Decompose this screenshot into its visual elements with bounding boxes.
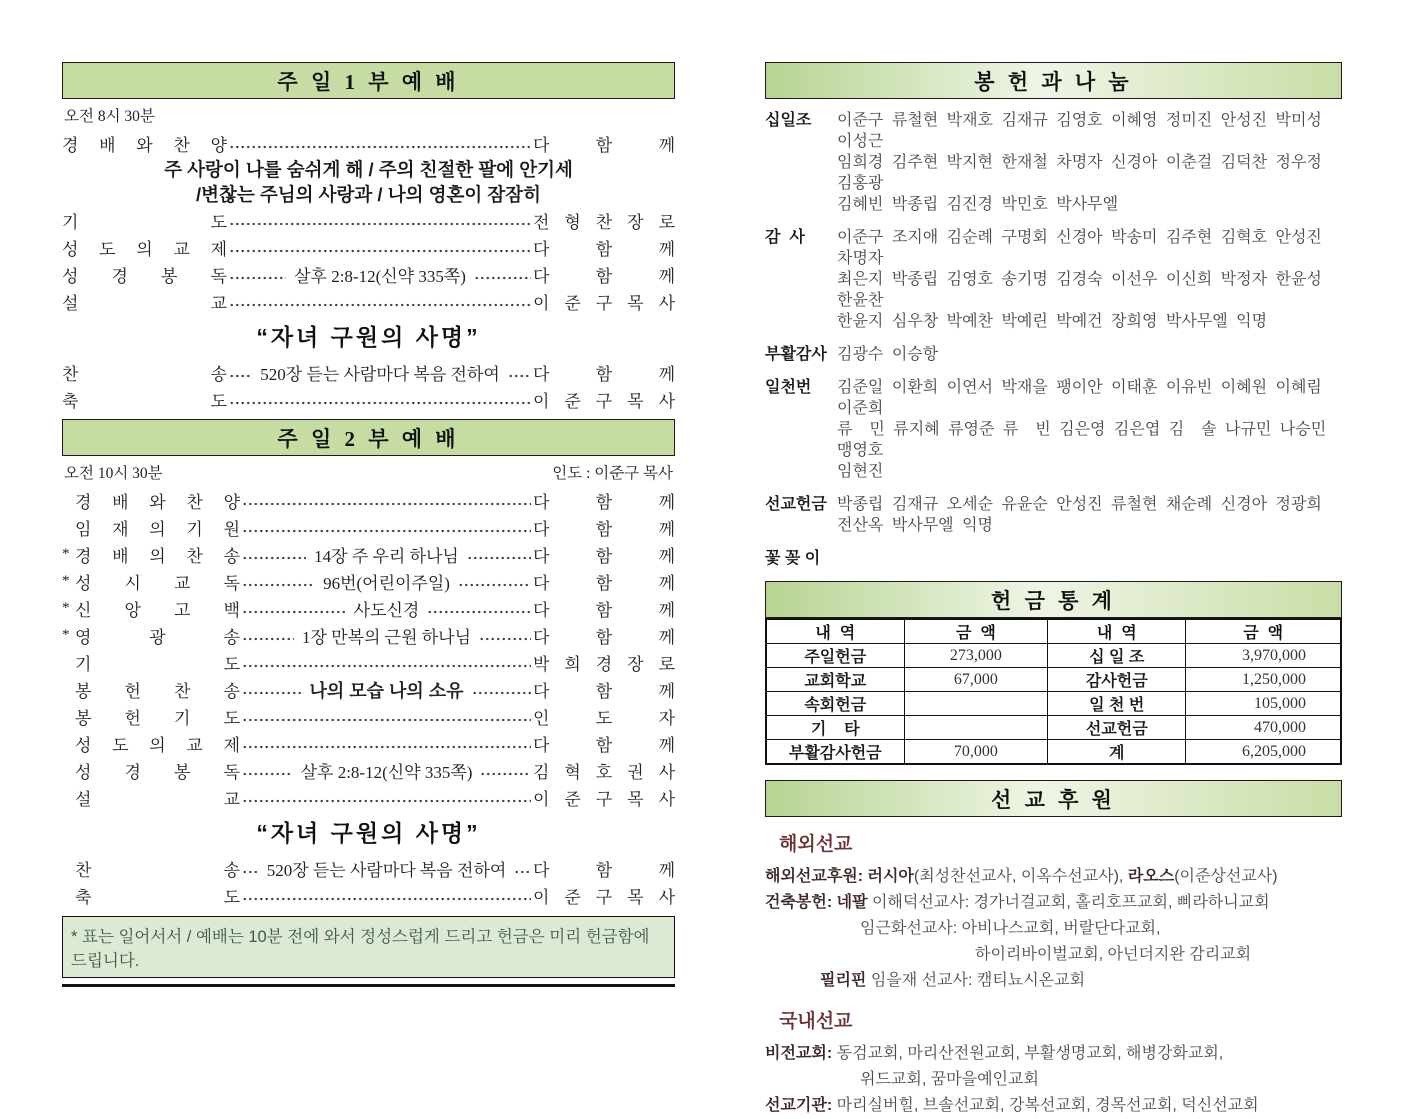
- offering-group-label: 감 사: [765, 229, 805, 246]
- offering-group-label: 십일조: [765, 112, 812, 129]
- mission-line: [765, 1093, 1342, 1119]
- stats-amount-cell: 67,000: [904, 668, 1048, 692]
- stats-row: [766, 716, 1341, 740]
- dotted-leader: [508, 373, 531, 379]
- worship-row: [62, 568, 675, 595]
- offering-group: [765, 548, 1342, 569]
- worship-item-person: 다 함 께: [533, 601, 676, 620]
- worship-row: [62, 757, 675, 784]
- worship-row: [62, 207, 675, 234]
- worship-item-label: 임 재 의 기 원: [75, 520, 240, 539]
- worship-footer-note: * 표는 일어서서 / 예배는 10분 전에 와서 정성스럽게 드리고 헌금은 미리 헌금함에 드립니다.: [62, 916, 675, 978]
- stats-title: 헌 금 통 계: [991, 588, 1116, 613]
- dotted-leader: [242, 582, 315, 588]
- offering-group: [765, 377, 1342, 482]
- worship-item-label: 성 시 교 독: [75, 574, 240, 593]
- worship-item-person: 박 희 경 장 로: [533, 655, 675, 674]
- offering-names-line: 임현진: [837, 463, 884, 480]
- worship-item-label: 축 도: [75, 888, 240, 907]
- worship-row: [62, 487, 675, 514]
- worship-item-person: 다 함 께: [533, 574, 676, 593]
- offering-group-label: 부활감사: [765, 346, 827, 363]
- mission-line-text: 동검교회, 마리산전원교회, 부활생명교회, 해병강화교회,: [836, 1045, 1224, 1062]
- mission-title-banner: [765, 780, 1342, 817]
- mission-line-text: 마리실버힐, 브솔선교회, 강복선교회, 경목선교회, 덕신선교회: [836, 1097, 1259, 1114]
- stats-amount-cell: 105,000: [1186, 692, 1341, 716]
- mission-line-label: 네팔: [836, 894, 868, 911]
- stats-label-cell: 교회학교: [766, 668, 904, 692]
- stats-row: [766, 668, 1341, 692]
- offering-names-line: 박종립 김재규 오세순 유윤순 안성진 류철현 채순례 신경아 정광희: [837, 496, 1322, 513]
- offering-group-label: 선교헌금: [765, 496, 827, 513]
- worship-row: [62, 882, 675, 909]
- stats-label-cell: 십 일 조: [1048, 644, 1186, 668]
- stats-label-cell: 일 천 번: [1048, 692, 1186, 716]
- worship-item-person: 다 함 께: [533, 267, 676, 286]
- mission-line-text: 임을재 선교사: 캠티뇨시온교회: [866, 972, 1086, 989]
- worship-item-label: 경 배 와 찬 양: [62, 136, 227, 155]
- service1-order-of-worship: [62, 130, 675, 413]
- dotted-leader: [229, 400, 531, 406]
- worship-item-detail: 1장 만복의 근원 하나님: [301, 628, 472, 647]
- mission-support: [765, 780, 1342, 1119]
- worship-row: [62, 541, 675, 568]
- offering-group-label: 일천번: [765, 379, 812, 396]
- dotted-leader: [514, 869, 531, 875]
- worship-item-detail: 나의 모습 나의 소유: [309, 680, 464, 701]
- mission-title: 선 교 후 원: [991, 787, 1116, 812]
- worship-item-person: 다 함 께: [533, 240, 675, 259]
- sermon-title: “자녀 구원의 사명”: [256, 820, 481, 846]
- worship-item-label: 영 광 송: [75, 628, 240, 647]
- dotted-leader: [242, 744, 531, 750]
- worship-item-person: 이 준 구 목 사: [533, 790, 675, 809]
- worship-item-label: 성 경 봉 독: [62, 267, 227, 286]
- worship-item-person: 다 함 께: [533, 628, 675, 647]
- offering-title-banner: [765, 62, 1342, 99]
- offering-group: [765, 110, 1342, 215]
- service1-title-banner: [62, 62, 675, 99]
- service2-time: 오전 10시 30분: [64, 465, 163, 482]
- offering-names-line: 김혜빈 박종립 김진경 박민호 박사무엘: [837, 196, 1119, 213]
- dotted-leader: [242, 771, 293, 777]
- stats-label-cell: 감사헌금: [1048, 668, 1186, 692]
- stats-row: [766, 644, 1341, 668]
- worship-item-person: 이 준 구 목 사: [533, 888, 675, 907]
- worship-item-label: 성 도 의 교 제: [75, 736, 240, 755]
- asterisk-marker: *: [62, 627, 70, 643]
- worship-item-label: 성 도 의 교 제: [62, 240, 227, 259]
- worship-item-person: 이 준 구 목 사: [533, 294, 675, 313]
- worship-item-person: 다 함 께: [533, 736, 675, 755]
- mission-line-text: 하이리바이벌교회, 아넌더지완 감리교회: [975, 946, 1252, 963]
- worship-item-detail: 96번(어린이주일): [323, 574, 450, 593]
- worship-item-person: 인 도 자: [533, 709, 675, 728]
- worship-item-label: 경 배 와 찬 양: [75, 493, 240, 512]
- dotted-leader: [242, 717, 531, 723]
- dotted-leader: [458, 582, 531, 588]
- dotted-leader: [242, 609, 346, 615]
- worship-item-detail: 사도신경: [353, 601, 420, 620]
- worship-row: [62, 288, 675, 315]
- offering-names-line: 김준일 이환희 이연서 박재을 팽이안 이태훈 이유빈 이혜원 이혜림 이준희: [837, 379, 1331, 417]
- worship-row: [62, 130, 675, 157]
- offering-stats-table: [765, 618, 1342, 765]
- worship-item-person: 다 함 께: [533, 861, 676, 880]
- stats-header-cell: 금 액: [1186, 619, 1341, 644]
- worship-item-label: 찬 송: [62, 365, 227, 384]
- worship-row: [62, 703, 675, 730]
- worship-item-label: 봉 헌 찬 송: [75, 682, 240, 701]
- dotted-leader: [474, 275, 531, 281]
- mission-line-label: 해외선교후원:: [765, 868, 868, 885]
- stats-label-cell: 선교헌금: [1048, 716, 1186, 740]
- dotted-leader: [229, 275, 286, 281]
- stats-amount-cell: 70,000: [904, 740, 1048, 765]
- worship-item-detail: 살후 2:8-12(신약 335쪽): [300, 763, 473, 782]
- mission-line-text: (최성찬선교사, 이옥수선교사),: [913, 868, 1128, 885]
- dotted-leader: [242, 663, 531, 669]
- stats-title-banner: [765, 581, 1342, 618]
- service2-order-of-worship: [62, 487, 675, 909]
- dotted-leader: [472, 690, 531, 696]
- offering-title: 봉 헌 과 나 눔: [974, 69, 1133, 94]
- worship-item-person: 다 함 께: [533, 520, 675, 539]
- mission-line: [765, 916, 1342, 942]
- worship-item-label: 설 교: [62, 294, 227, 313]
- offering-group-names: [837, 548, 1342, 569]
- offering-group-names: [837, 227, 1342, 332]
- service2-time-row: [64, 461, 673, 483]
- service2-title: 주 일 2 부 예 배: [277, 426, 460, 451]
- stats-header-cell: 금 액: [904, 619, 1048, 644]
- worship-row: [62, 855, 675, 882]
- dotted-leader: [229, 144, 531, 150]
- worship-item-label: 기 도: [75, 655, 240, 674]
- stats-header-cell: 내 역: [1048, 619, 1186, 644]
- dotted-leader: [242, 636, 294, 642]
- mission-line-label: 라오스: [1127, 868, 1175, 885]
- offering-group-label: 꽃 꽂 이: [765, 550, 821, 567]
- worship-row: [62, 386, 675, 413]
- mission-line: [765, 1067, 1342, 1093]
- mission-line: [765, 890, 1342, 916]
- dotted-leader: [479, 636, 531, 642]
- mission-line-text: 위드교회, 꿈마을예인교회: [860, 1071, 1039, 1088]
- offering-group: [765, 494, 1342, 536]
- offering-names-line: 김광수 이승항: [837, 346, 939, 363]
- service1-time: 오전 8시 30분: [64, 108, 155, 125]
- stats-amount-cell: 273,000: [904, 644, 1048, 668]
- offering-stats: [765, 581, 1342, 765]
- mission-line-text: 이해덕선교사: 경가너걸교회, 홀리호프교회, 삐라하니교회: [867, 894, 1270, 911]
- worship-item-label: 봉 헌 기 도: [75, 709, 240, 728]
- dotted-leader: [229, 373, 252, 379]
- worship-row: [62, 622, 675, 649]
- stats-label-cell: 계: [1048, 740, 1186, 765]
- worship-row: [62, 676, 675, 703]
- offering-group-names: [837, 344, 1342, 365]
- asterisk-marker: *: [62, 600, 70, 616]
- dotted-leader: [242, 896, 531, 902]
- stats-label-cell: 주일헌금: [766, 644, 904, 668]
- mission-line-label: 필리핀: [820, 972, 867, 989]
- worship-item-detail: 520장 듣는 사람마다 복음 전하여: [260, 365, 500, 384]
- offering-names-line: 류 민 류지혜 류영준 류 빈 김은영 김은엽 김 솔 나규민 나승민 맹영호: [837, 421, 1335, 459]
- worship-row: [62, 359, 675, 386]
- offering-names-line: 한윤지 심우창 박예찬 박예린 박예건 장희영 박사무엘 익명: [837, 313, 1268, 330]
- worship-row: [62, 784, 675, 811]
- offering-names-line: 이준구 류철현 박재호 김재규 김영호 이혜영 정미진 안성진 박미성 이성근: [837, 112, 1331, 150]
- service2-leader: 인도 : 이준구 목사: [552, 465, 673, 482]
- mission-line-label: 러시아: [867, 868, 914, 885]
- worship-item-person: 전 형 찬 장 로: [533, 213, 675, 232]
- stats-label-cell: 기 타: [766, 716, 904, 740]
- worship-item-label: 축 도: [62, 392, 227, 411]
- stats-header-row: [766, 619, 1341, 644]
- worship-item-label: 경 배 의 찬 송: [75, 547, 240, 566]
- worship-item-label: 성 경 봉 독: [75, 763, 240, 782]
- worship-item-person: 다 함 께: [533, 493, 675, 512]
- offering-group: [765, 344, 1342, 365]
- offering-group-names: [837, 494, 1342, 536]
- offering-names-line: 최은지 박종립 김영호 송기명 김경숙 이선우 이신희 박정자 한윤성 한윤찬: [837, 271, 1331, 309]
- worship-row: [62, 649, 675, 676]
- worship-item-label: 신 앙 고 백: [75, 601, 240, 620]
- worship-item-person: 이 준 구 목 사: [533, 392, 675, 411]
- offering-names-line: 이준구 조지애 김순례 구명회 신경아 박송미 김주현 김혁호 안성진 차명자: [837, 229, 1331, 267]
- service1-title: 주 일 1 부 예 배: [277, 69, 460, 94]
- dotted-leader: [242, 798, 531, 804]
- worship-item-person: 다 함 께: [533, 547, 675, 566]
- right-column: [765, 62, 1342, 1119]
- mission-line-text: 임근화선교사: 아비나스교회, 버랄단다교회,: [860, 920, 1161, 937]
- praise-song-line: 주 사랑이 나를 숨쉬게 해 / 주의 친절한 팔에 안기세: [164, 159, 573, 180]
- stats-amount-cell: 6,205,000: [1186, 740, 1341, 765]
- domestic-mission-heading: 국내선교: [779, 1011, 853, 1032]
- worship-item-person: 다 함 께: [533, 682, 676, 701]
- bottom-rule: [62, 984, 675, 987]
- dotted-leader: [229, 302, 531, 308]
- overseas-mission-heading: 해외선교: [779, 834, 853, 855]
- offering-group: [765, 227, 1342, 332]
- worship-item-person: 다 함 께: [533, 136, 675, 155]
- worship-item-label: 기 도: [62, 213, 227, 232]
- dotted-leader: [229, 248, 531, 254]
- service2-title-banner: [62, 419, 675, 456]
- worship-item-person: 다 함 께: [533, 365, 676, 384]
- worship-item-person: 김 혁 호 권 사: [533, 763, 676, 782]
- dotted-leader: [427, 609, 531, 615]
- dotted-leader: [242, 555, 306, 561]
- dotted-leader: [242, 690, 301, 696]
- stats-amount-cell: 3,970,000: [1186, 644, 1341, 668]
- mission-line: [765, 942, 1342, 968]
- stats-label-cell: 속회헌금: [766, 692, 904, 716]
- stats-amount-cell: 1,250,000: [1186, 668, 1341, 692]
- worship-row: [62, 234, 675, 261]
- domestic-mission-lines: [765, 1041, 1342, 1119]
- offering-group-names: [837, 377, 1342, 482]
- offering-group-names: [837, 110, 1342, 215]
- stats-amount-cell: 470,000: [1186, 716, 1341, 740]
- dotted-leader: [480, 771, 531, 777]
- praise-song-line: /변찮는 주님의 사랑과 / 나의 영혼이 잠잠히: [196, 184, 541, 205]
- worship-row: [62, 595, 675, 622]
- asterisk-marker: *: [62, 546, 70, 562]
- mission-line-label: 선교기관:: [765, 1097, 837, 1114]
- dotted-leader: [467, 555, 531, 561]
- offering-names-line: 전산옥 박사무엘 익명: [837, 517, 993, 534]
- sermon-title: “자녀 구원의 사명”: [256, 324, 481, 350]
- dotted-leader: [242, 869, 259, 875]
- service1-time-row: [64, 104, 673, 126]
- worship-item-label: 설 교: [75, 790, 240, 809]
- stats-amount-cell: [904, 716, 1048, 740]
- mission-line: [765, 1041, 1342, 1067]
- worship-row: [62, 261, 675, 288]
- mission-line-label: 건축봉헌:: [765, 894, 837, 911]
- stats-row: [766, 692, 1341, 716]
- stats-row: [766, 740, 1341, 765]
- dotted-leader: [229, 221, 531, 227]
- stats-header-cell: 내 역: [766, 619, 904, 644]
- offering-groups: [765, 110, 1342, 569]
- offering-names-line: 임희경 김주현 박지현 한재철 차명자 신경아 이춘걸 김덕찬 정우정 김홍광: [837, 154, 1331, 192]
- mission-line: [765, 968, 1342, 994]
- left-column: [62, 62, 675, 987]
- worship-item-detail: 14장 주 우리 하나님: [314, 547, 459, 566]
- overseas-mission-lines: [765, 864, 1342, 994]
- mission-line-text: (이준상선교사): [1174, 868, 1278, 885]
- dotted-leader: [242, 528, 531, 534]
- mission-line: [765, 864, 1342, 890]
- worship-item-label: 찬 송: [75, 861, 240, 880]
- stats-amount-cell: [904, 692, 1048, 716]
- mission-line-label: 비전교회:: [765, 1045, 837, 1062]
- worship-item-detail: 520장 듣는 사람마다 복음 전하여: [266, 861, 507, 880]
- worship-row: [62, 730, 675, 757]
- asterisk-marker: *: [62, 573, 70, 589]
- dotted-leader: [242, 501, 531, 507]
- worship-item-detail: 살후 2:8-12(신약 335쪽): [294, 267, 466, 286]
- stats-label-cell: 부활감사헌금: [766, 740, 904, 765]
- worship-row: [62, 514, 675, 541]
